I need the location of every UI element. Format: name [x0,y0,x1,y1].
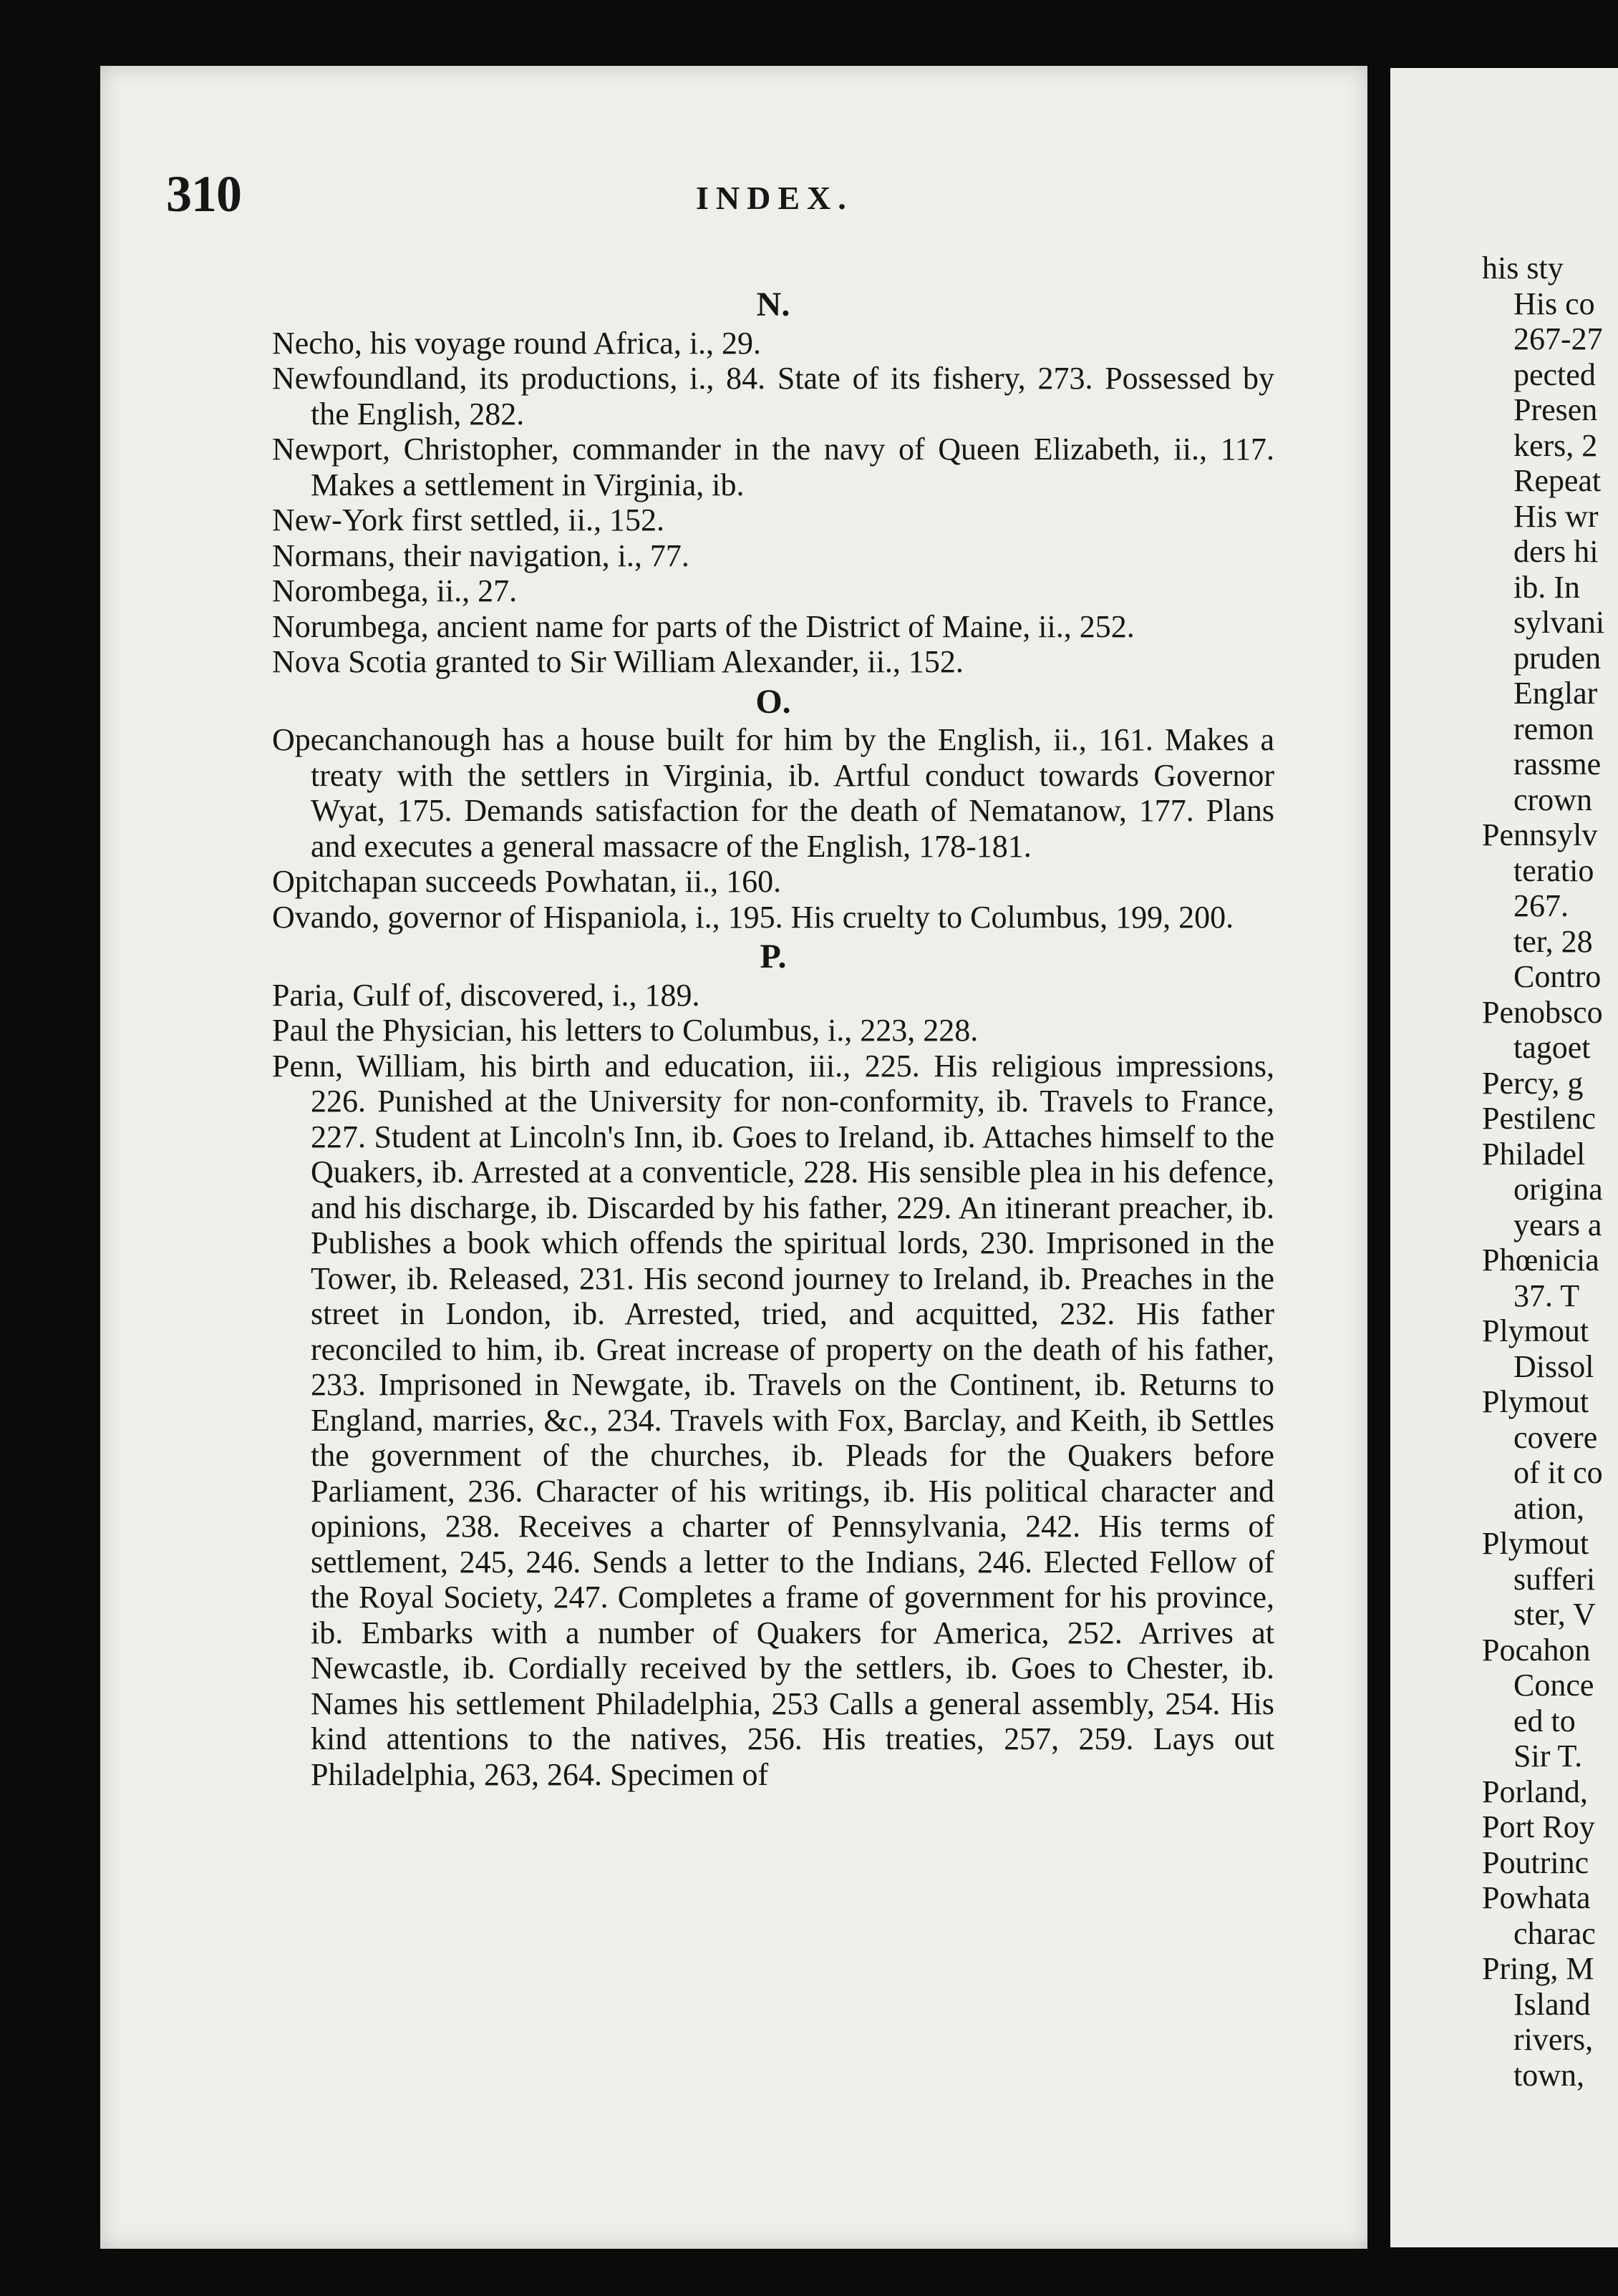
right-page-line: ation, [1513,1490,1584,1526]
right-page-line: Dissol [1513,1348,1594,1384]
index-entry: New-York first settled, ii., 152. [272,502,664,537]
right-page-line: Island [1513,1986,1591,2022]
index-entry: Nova Scotia granted to Sir William Alexander, ii., 152. [272,644,964,679]
right-page-line: ders hi [1513,534,1599,569]
right-page-line: Powhata [1482,1880,1591,1915]
index-entry: Newfoundland, its productions, i., 84. State of its fishery, 273. Possessed by the English, 282. [272,361,1274,432]
right-page-line: of it co [1513,1455,1603,1490]
right-page-line: years a [1513,1207,1602,1242]
index-entry: Newport, Christopher, commander in the navy of Queen Elizabeth, ii., 117. Makes a settlement in Virginia, ib. [272,432,1274,502]
right-page-line: ed to [1513,1703,1576,1738]
right-page-line: pruden [1513,640,1602,676]
right-page-line: Plymout [1482,1313,1589,1348]
right-page-line: Poutrinc [1482,1844,1589,1880]
right-page-line: ster, V [1513,1597,1596,1632]
right-page-line: charac [1513,1915,1596,1951]
section-letter-p: P. [760,938,787,976]
right-page-line: Sir T. [1513,1738,1583,1774]
right-page-line: rassme [1513,746,1602,782]
right-page-line: Englar [1513,676,1598,711]
right-page-line: Pennsylv [1482,817,1598,852]
right-page-line: Philadel [1482,1136,1586,1172]
right-page-line: Contro [1513,959,1602,994]
index-entry: Opitchapan succeeds Powhatan, ii., 160. [272,864,782,899]
right-page-line: remon [1513,711,1594,746]
index-entry: Norombega, ii., 27. [272,573,518,608]
index-entry: Paria, Gulf of, discovered, i., 189. [272,977,700,1013]
right-page-line: covere [1513,1419,1598,1455]
right-page-line: 267. [1513,888,1569,923]
right-page-line: His wr [1513,498,1599,534]
right-page-line: Pring, M [1482,1951,1594,1986]
right-page-line: teratio [1513,852,1594,888]
right-page-line: Presen [1513,392,1598,427]
right-page-line: Plymout [1482,1384,1589,1419]
right-page-line: Port Roy [1482,1809,1595,1844]
index-entry: Norumbega, ancient name for parts of the District of Maine, ii., 252. [272,608,1135,644]
right-page-line: origina [1513,1172,1603,1207]
section-letter-n: N. [756,286,790,324]
right-page-line: Plymout [1482,1526,1589,1561]
index-entry: Opecanchanough has a house built for him by the English, ii., 161. Makes a treaty with the settlers in Virginia, ib. Artful conduct towards Governor Wyat, 175. Demands satisfaction for the death of Nematanow, 177. Plans and executes a general massacre of the English, 178-181. [272,722,1274,864]
right-page-line: sylvani [1513,605,1605,640]
right-page-line: rivers, [1513,2022,1594,2057]
right-page-line: Repeat [1513,463,1602,498]
right-page-line: Pestilenc [1482,1101,1596,1136]
index-column [272,283,1274,1792]
right-page-line: 37. T [1513,1278,1580,1313]
page-header [166,165,1283,229]
right-page-line: His co [1513,286,1595,321]
section-letter-o: O. [755,682,791,721]
right-page-line: crown [1513,782,1592,817]
right-page-line: pected [1513,356,1596,392]
right-page-line: 267-27 [1513,321,1603,356]
right-page-line: Porland, [1482,1774,1588,1809]
index-entry: Necho, his voyage round Africa, i., 29. [272,325,762,361]
right-page-line: town, [1513,2057,1584,2093]
index-entry: Ovando, governor of Hispaniola, i., 195. His cruelty to Columbus, 199, 200. [272,899,1234,935]
running-title: INDEX. [696,180,853,216]
right-page-line: Penobsco [1482,994,1603,1030]
right-page-line: sufferi [1513,1561,1596,1597]
page-number: 310 [166,165,241,223]
right-page-line: Pocahon [1482,1632,1591,1668]
right-page-line: his sty [1482,250,1564,286]
right-page-line: Conce [1513,1668,1594,1703]
right-page-line: kers, 2 [1513,427,1598,463]
index-entry: Penn, William, his birth and education, iii., 225. His religious impressions, 226. Punished at the University for non-conformity, ib. Travels to France, 227. Student at Lincoln's Inn, ib. Goes to Ireland, ib. Attaches himself to the Quakers, ib. Arrested at a conventicle, 228. His sensible plea in his defence, and his discharge, ib. Discarded by his father, 229. An itinerant preacher, ib. Publishes a book which offends the spiritual lords, 230. Imprisoned in the Tower, ib. Released, 231. His second journey to Ireland, ib. Preaches in the street in London, ib. Arrested, tried, and acquitted, 232. His father reconciled to him, ib. Great increase of property on the death of his father, 233. Imprisoned in Newgate, ib. Travels on the Continent, ib. Returns to England, marries, &c., 234. Travels with Fox, Barclay, and Keith, ib Settles the government of the churches, ib. Pleads for the Quakers before Parliament, 236. Character of his writings, ib. His political character and opinions, 238. Receives a charter of Pennsylvania, 242. His terms of settlement, 245, 246. Sends a letter to the Indians, 246. Elected Fellow of the Royal Society, 247. Completes a frame of government for his province, ib. Embarks with a number of Quakers for America, 252. Arrives at Newcastle, ib. Cordially received by the settlers, ib. Goes to Chester, ib. Names his settlement Philadelphia, 253 Calls a general assembly, 254. His kind attentions to the natives, 256. His treaties, 257, 259. Lays out Philadelphia, 263, 264. Specimen of [272,1048,1274,1792]
right-page-line: Phœnicia [1482,1242,1599,1278]
right-page-line: Percy, g [1482,1065,1584,1101]
index-entry: Normans, their navigation, i., 77. [272,537,689,573]
right-page-text [1482,250,1618,2093]
right-page-line: ib. In [1513,569,1580,605]
index-entry: Paul the Physician, his letters to Columbus, i., 223, 228. [272,1013,979,1048]
right-page-line: ter, 28 [1513,923,1593,959]
right-page-line: tagoet [1513,1030,1591,1065]
